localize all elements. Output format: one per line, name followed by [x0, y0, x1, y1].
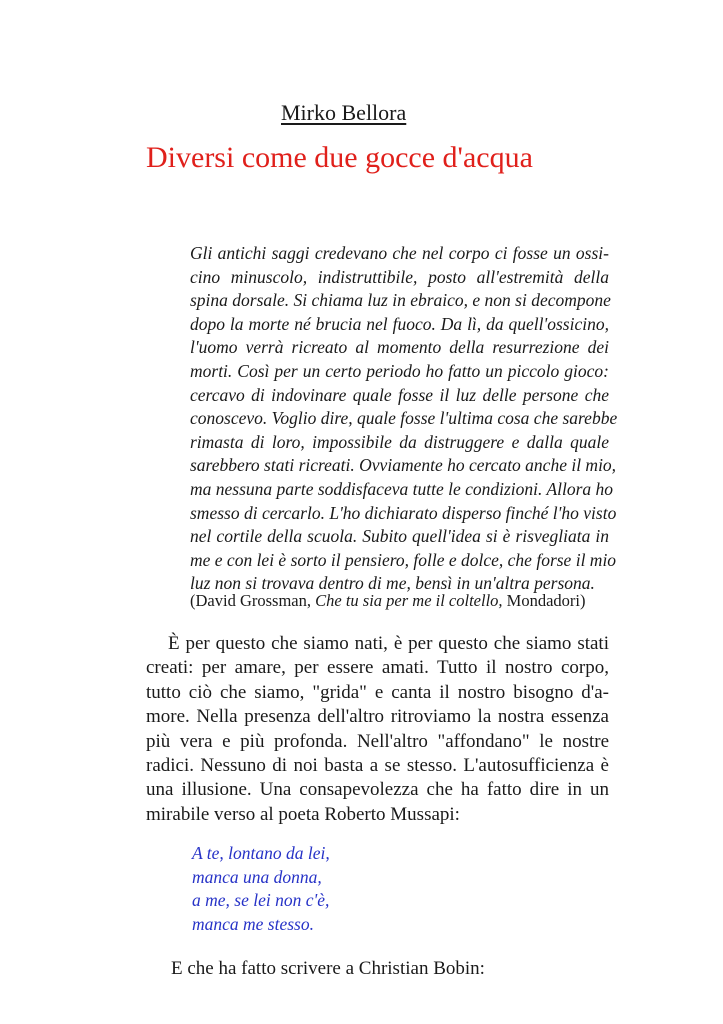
- poem-line: manca una donna,: [192, 866, 322, 887]
- body-line: tutto ciò che siamo, "grida" e canta il nostro bisogno d'a-: [146, 681, 609, 703]
- poem-line: manca me stesso.: [192, 913, 314, 934]
- quote-line: conoscevo. Voglio dire, quale fosse l'ultima cosa che sarebbe: [190, 408, 618, 429]
- quote-line: Gli antichi saggi credevano che nel corpo ci fosse un ossi-: [190, 243, 609, 263]
- quote-line: cino minuscolo, indistruttibile, posto all'estremità della: [190, 266, 609, 287]
- quote-line: smesso di cercarlo. L'ho dichiarato disperso finché l'ho visto: [190, 502, 617, 523]
- source-open: (David Grossman,: [190, 591, 316, 610]
- source-close: Mondadori): [502, 591, 586, 610]
- quote-line: cercavo di indovinare quale fosse il luz delle persone che: [190, 384, 609, 405]
- body-line: more. Nella presenza dell'altro ritroviamo la nostra essenza: [146, 706, 609, 728]
- poem-line: a me, se lei non c'è,: [192, 890, 330, 911]
- quote-line: spina dorsale. Si chiama luz in ebraico, e non si decompone: [190, 290, 611, 311]
- closing-line: E che ha fatto scrivere a Christian Bobin:: [171, 958, 485, 979]
- quote-line: me e con lei è sorto il pensiero, folle e dolce, che forse il mio: [190, 549, 617, 570]
- article-title: Diversi come due gocce d'acqua: [146, 141, 533, 174]
- body-line: più vera e più profonda. Nell'altro "affondano" le nostre: [146, 730, 609, 752]
- quote-line: morti. Così per un certo periodo ho fatto un piccolo gioco:: [190, 360, 609, 381]
- quote-line: rimasta di loro, impossibile da distruggere e dalla quale: [190, 431, 609, 452]
- body-paragraph: [146, 632, 609, 827]
- quote-line: l'uomo verrà ricreato al momento della resurrezione dei: [190, 337, 609, 358]
- body-line: una illusione. Una consapevolezza che ha fatto dire in un: [146, 779, 609, 801]
- quote-line: ma nessuna parte soddisfaceva tutte le condizioni. Allora ho: [190, 478, 614, 499]
- body-line: creati: per amare, per essere amati. Tutto il nostro corpo,: [146, 657, 609, 679]
- quote-line: sarebbero stati ricreati. Ovviamente ho cercato anche il mio,: [190, 455, 617, 476]
- source-work-title: Che tu sia per me il coltello,: [315, 591, 503, 610]
- quote-line: nel cortile della scuola. Subito quell'idea si è risvegliata in: [190, 526, 609, 547]
- body-line: radici. Nessuno di noi basta a se stesso. L'autosufficienza è: [146, 755, 609, 777]
- epigraph-quote: [190, 242, 618, 596]
- poem-quote: [192, 842, 330, 936]
- quote-source: [190, 591, 586, 611]
- quote-line: luz non si trovava dentro di me, bensì in un'altra persona.: [190, 573, 595, 594]
- poem-line: A te, lontano da lei,: [192, 843, 330, 863]
- author-name: Mirko Bellora: [281, 100, 407, 125]
- body-line: mirabile verso al poeta Roberto Mussapi:: [146, 803, 460, 825]
- quote-line: dopo la morte né brucia nel fuoco. Da lì, da quell'ossicino,: [190, 313, 609, 334]
- body-line: È per questo che siamo nati, è per questo che siamo stati: [168, 633, 609, 654]
